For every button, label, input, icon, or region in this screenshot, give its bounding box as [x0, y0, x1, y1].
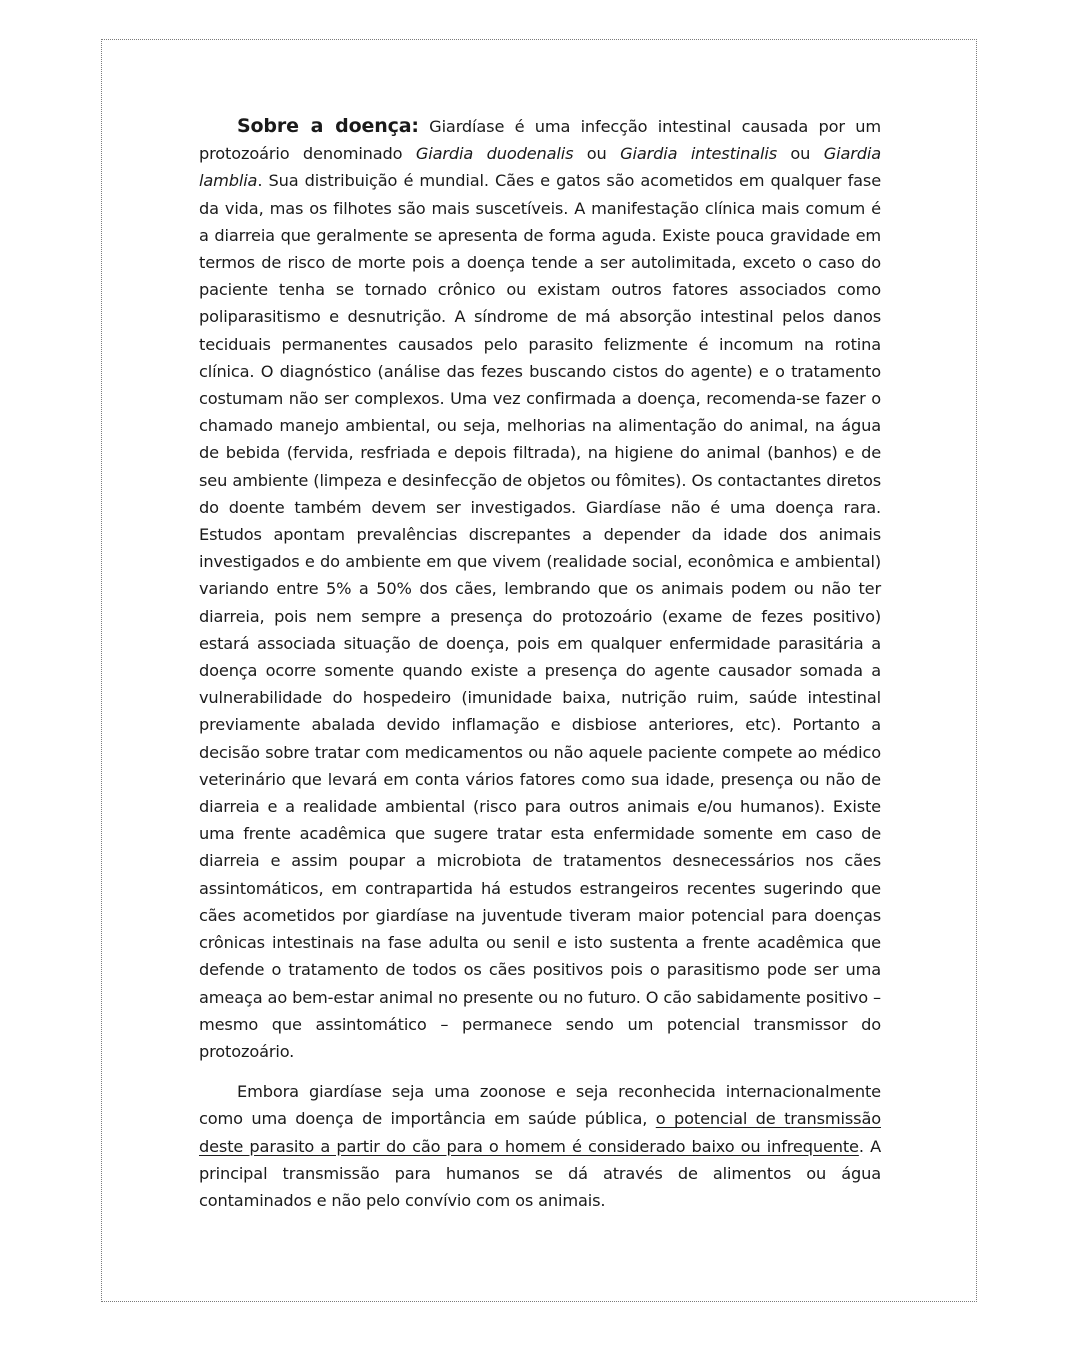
paragraph-text: ou — [776, 144, 824, 164]
paragraph-text: Giardíase é uma infecção intestinal causada por um protozoário denominado — [199, 117, 881, 164]
section-lead-heading: Sobre a doença: — [237, 115, 419, 137]
paragraph-text: ou — [573, 144, 621, 164]
paragraph-text: Embora giardíase seja uma zoonose e seja reconhecida internacionalmente como uma doença de importância em saúde pública, — [199, 1082, 881, 1129]
species-name: Giardia lamblia — [199, 144, 882, 191]
document-body — [199, 113, 881, 1214]
paragraph-text: . Sua distribuição é mundial. Cães e gatos são acometidos em qualquer fase da vida, mas os filhotes são mais suscetíveis. A manifestação clínica mais comum é a diarreia que geralmente se apresenta de forma aguda. Existe pouca gravidade em termos de risco de morte pois a doença tende a ser autolimitada, exceto o caso do paciente tenha se tornado crônico ou existam outros fatores associados como poliparasitismo e desnutrição. A síndrome de má absorção intestinal pelos danos teciduais permanentes causados pelo parasito felizmente é incomum na rotina clínica. O diagnóstico (análise das fezes buscando cistos do agente) e o tratamento costumam não ser complexos. Uma vez confirmada a doença, recomenda-se fazer o chamado manejo ambiental, ou seja, melhorias na alimentação do animal, na água de bebida (fervida, resfriada e depois filtrada), na higiene do animal (banhos) e de seu ambiente (limpeza e desinfecção de objetos ou fômites). Os contactantes diretos do doente também devem ser investigados. Giardíase não é uma doença rara. Estudos apontam prevalências discrepantes a depender da idade dos animais investigados e do ambiente em que vivem (realidade social, econômica e ambiental) variando entre 5% a 50% dos cães, lembrando que os animais podem ou não ter diarreia, pois nem sempre a presença do protozoário (exame de fezes positivo) estará associada situação de doença, pois em qualquer enfermidade parasitária a doença ocorre somente quando existe a presença do agente causador somada a vulnerabilidade do hospedeiro (imunidade baixa, nutrição ruim, saúde intestinal previamente abalada devido inflamação e disbiose anteriores, etc). Portanto a decisão sobre tratar com medicamentos ou não aquele paciente compete ao médico veterinário que levará em conta vários fatores como sua idade, presença ou não de diarreia e a realidade ambiental (risco para outros animais e/ou humanos). Existe uma frente acadêmica que sugere tratar esta enfermidade somente em caso de diarreia e assim poupar a microbiota de tratamentos desnecessários nos cães assintomáticos, em contrapartida há estudos estrangeiros recentes sugerindo que cães acometidos por giardíase na juventude tiveram maior potencial para doenças crônicas intestinais na fase adulta ou senil e isto sustenta a frente acadêmica que defende o tratamento de todos os cães positivos pois o parasitismo pode ser uma ameaça ao bem-estar animal no presente ou no futuro. O cão sabidamente positivo – mesmo que assintomático – permanece sendo um potencial transmissor do protozoário. — [199, 171, 881, 1061]
paragraph-zoonosis — [199, 1078, 881, 1214]
paragraph-text: . A principal transmissão para humanos se dá através de alimentos ou água contaminados e não pelo convívio com os animais. — [199, 1136, 881, 1210]
underlined-statement: o potencial de transmissão deste parasito a partir do cão para o homem é considerado baixo ou infrequente — [199, 1109, 881, 1156]
species-name: Giardia intestinalis — [620, 144, 777, 164]
paragraph-about-disease — [199, 113, 881, 1065]
species-name: Giardia duodenalis — [415, 144, 574, 164]
